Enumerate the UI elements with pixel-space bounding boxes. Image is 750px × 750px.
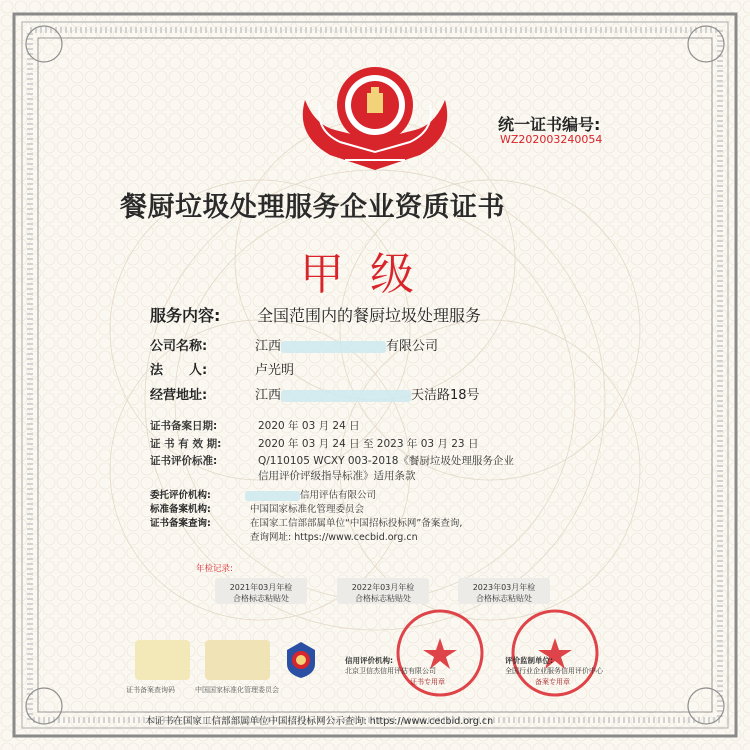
- address-value-start: 江西: [255, 388, 282, 403]
- qr-caption: 证书备案查询码: [126, 686, 175, 694]
- annual-box-year: 2022年03月年检: [351, 583, 415, 592]
- evaluation-org-value-end: 信用评估有限公司: [300, 490, 377, 501]
- address-value: [255, 384, 480, 403]
- validity-label: 证 书 有 效 期:: [150, 438, 222, 450]
- annual-box-text: 合格标志粘贴处: [476, 594, 532, 603]
- address-value-end: 天洁路18号: [411, 388, 480, 403]
- grade: 甲级: [300, 249, 440, 300]
- national-emblem-icon: [283, 640, 319, 680]
- service-value: 全国范围内的餐厨垃圾处理服务: [257, 306, 482, 325]
- evaluation-org-label: 委托评价机构:: [150, 490, 211, 501]
- address-label: 经营地址:: [150, 388, 208, 403]
- filing-org-value: 中国国家标准化管理委员会: [250, 504, 365, 515]
- unified-number-label: 统一证书编号:: [498, 115, 601, 134]
- qr-code: [135, 640, 190, 680]
- seal2-label: 评价监制单位:: [505, 656, 553, 665]
- service-label: 服务内容:: [150, 306, 221, 325]
- annual-box-year: 2023年03月年检: [472, 583, 536, 592]
- seal2-value: 全国行业企业服务信用评价中心: [505, 667, 603, 675]
- annual-box-2022: [337, 578, 429, 604]
- legal-rep-value: 卢光明: [255, 363, 295, 378]
- annual-box-2021: [215, 578, 307, 604]
- certificate-title: 餐厨垃圾处理服务企业资质证书: [120, 192, 505, 223]
- standard-label: 证书评价标准:: [150, 455, 218, 467]
- seal1-stamp: 证书专用章: [410, 678, 445, 686]
- annual-box-year: 2021年03月年检: [229, 583, 293, 592]
- company-value-start: 江西: [255, 339, 282, 354]
- qualification-emblem: [285, 60, 465, 180]
- legal-rep-label: 法 人:: [150, 363, 208, 378]
- unified-number-value: WZ202003240054: [500, 133, 603, 146]
- company-value: [255, 335, 438, 354]
- query-value-line2: 查询网址: https://www.cecbid.org.cn: [250, 532, 418, 543]
- redacted-block: [281, 341, 386, 353]
- filing-date-label: 证书备案日期:: [150, 420, 218, 432]
- seal1-label: 信用评价机构:: [345, 656, 393, 665]
- evaluation-org-value: [245, 487, 376, 501]
- filing-org-label: 标准备案机构:: [150, 504, 211, 515]
- query-label: 证书备案查询:: [150, 518, 211, 529]
- standard-value-line2: 信用评价评级指导标准》适用条款: [258, 470, 416, 482]
- validity-value: 2020 年 03 月 24 日 至 2023 年 03 月 23 日: [258, 438, 479, 450]
- standard-value-line1: Q/110105 WCXY 003-2018《餐厨垃圾处理服务企业: [258, 455, 514, 467]
- standard-logo: [205, 640, 270, 680]
- query-value-line1: 在国家工信部部属单位“中国招标投标网”备案查询,: [250, 518, 463, 529]
- filing-date-value: 2020 年 03 月 24 日: [258, 420, 360, 432]
- redacted-block: [281, 390, 411, 402]
- annual-box-2023: [458, 578, 550, 604]
- annual-box-text: 合格标志粘贴处: [233, 594, 289, 603]
- standard-caption: 中国国家标准化管理委员会: [195, 686, 279, 694]
- annual-inspection-label: 年检记录:: [196, 564, 233, 574]
- company-value-end: 有限公司: [386, 339, 439, 354]
- footer-note: 本证书在国家工信部部属单位中国招投标网公示查询: https://www.cecbid.org.cn: [145, 716, 494, 727]
- annual-box-text: 合格标志粘贴处: [355, 594, 411, 603]
- redacted-block: [245, 491, 300, 501]
- seal2-stamp: 备案专用章: [535, 678, 570, 686]
- seal1-value: 北京卫信杰信用评估有限公司: [345, 667, 436, 675]
- company-label: 公司名称:: [150, 339, 208, 354]
